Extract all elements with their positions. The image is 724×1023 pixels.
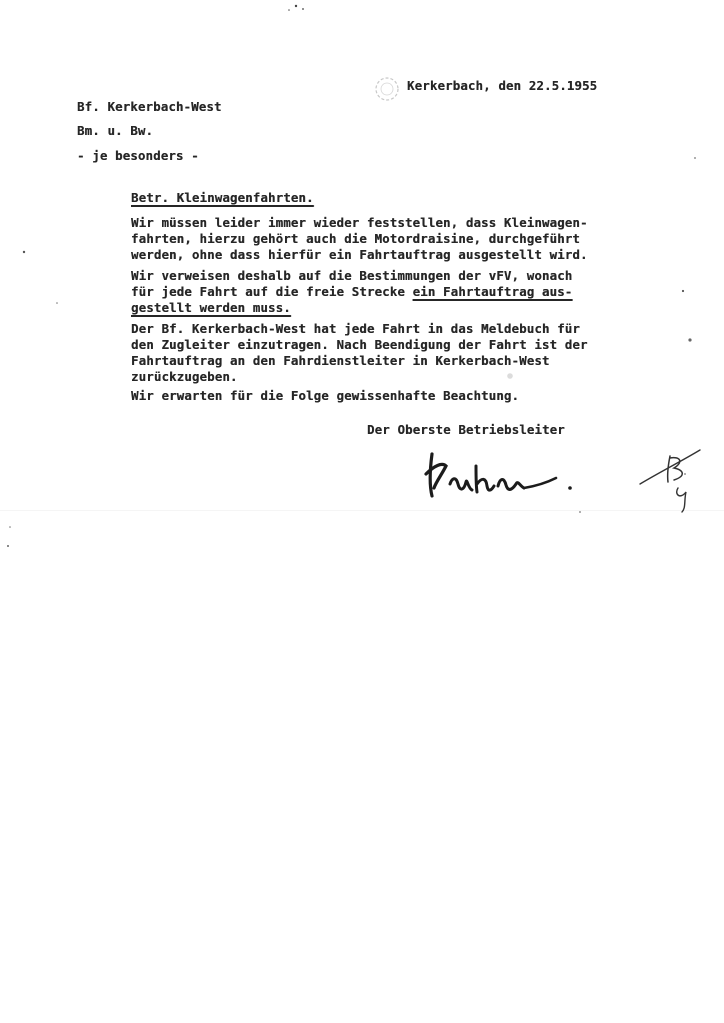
page-fold-line (0, 510, 724, 511)
paragraph-4: Wir erwarten für die Folge gewissenhafte Beachtung. (131, 388, 520, 403)
paragraph-3-line-2: den Zugleiter einzutragen. Nach Beendigung der Fahrt ist der (131, 337, 588, 352)
paragraph-1-line-2: fahrten, hierzu gehört auch die Motordraisine, durchgeführt (131, 231, 580, 246)
place-date: Kerkerbach, den 22.5.1955 (407, 78, 598, 93)
stamp-mark-icon (372, 74, 402, 104)
signatory-title: Der Oberste Betriebsleiter (367, 422, 565, 437)
paragraph-2-line-1: Wir verweisen deshalb auf die Bestimmungen der vFV, wonach (131, 268, 573, 283)
paragraph-2-line-2 (131, 285, 572, 299)
paragraph-3-line-1: Der Bf. Kerkerbach-West hat jede Fahrt in das Meldebuch für (131, 321, 580, 336)
recipient-line-2: Bm. u. Bw. (77, 123, 154, 138)
paragraph-3-line-4: zurückzugeben. (131, 369, 238, 384)
recipient-line-1: Bf. Kerkerbach-West (77, 99, 222, 114)
handwritten-initials (634, 440, 714, 520)
paragraph-2-line-3: gestellt werden muss. (131, 300, 291, 315)
paragraph-1-line-1: Wir müssen leider immer wieder feststellen, dass Kleinwagen- (131, 215, 588, 230)
recipient-line-3: - je besonders - (77, 148, 199, 163)
paragraph-2-line-2-plain: für jede Fahrt auf die freie Strecke (131, 284, 413, 299)
paragraph-2-line-2-underlined: ein Fahrtauftrag aus- (412, 284, 573, 299)
subject-line: Betr. Kleinwagenfahrten. (131, 190, 314, 205)
handwritten-signature (420, 444, 610, 514)
paragraph-3-line-3: Fahrtauftrag an den Fahrdienstleiter in Kerkerbach-West (131, 353, 550, 368)
paragraph-1-line-3: werden, ohne dass hierfür ein Fahrtauftrag ausgestellt wird. (131, 247, 588, 262)
